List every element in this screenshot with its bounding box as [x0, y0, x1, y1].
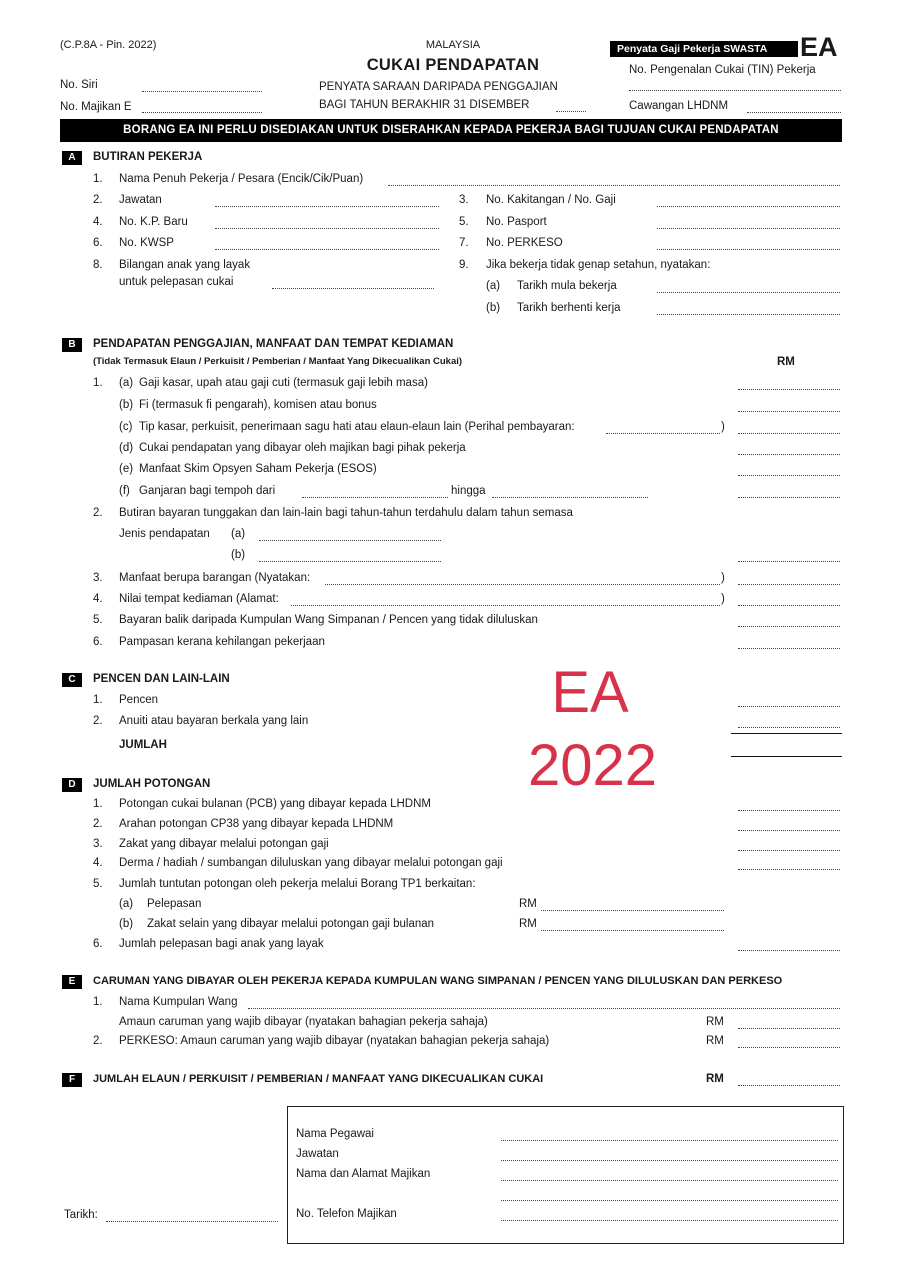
jawatan-pegawai-field[interactable] — [501, 1160, 838, 1161]
sub-label: (a) — [486, 280, 501, 292]
barangan-nyatakan-field[interactable] — [325, 584, 720, 585]
bilangan-anak-label-2: untuk pelepasan cukai — [119, 276, 234, 288]
no-kakitangan-label: No. Kakitangan / No. Gaji — [486, 194, 616, 206]
sub-label: (b) — [231, 549, 246, 561]
esos-label: Manfaat Skim Opsyen Saham Pekerja (ESOS) — [139, 463, 377, 475]
item-number: 6. — [93, 636, 103, 648]
item-number: 3. — [459, 194, 469, 206]
section-b-title: PENDAPATAN PENGGAJIAN, MANFAAT DAN TEMPAT KEDIAMAN — [93, 338, 454, 350]
item-number: 2. — [93, 194, 103, 206]
alamat-field[interactable] — [291, 605, 720, 606]
item-number: 8. — [93, 259, 103, 271]
no-kp-label: No. K.P. Baru — [119, 216, 188, 228]
ganjaran-hingga-field[interactable] — [492, 497, 648, 498]
zakat-lain-field[interactable] — [541, 930, 724, 931]
nama-kumpulan-wang-field[interactable] — [248, 1008, 840, 1009]
section-c-marker: C — [62, 673, 82, 687]
jawatan-field[interactable] — [215, 206, 439, 207]
sub-label: (b) — [119, 918, 134, 930]
fi-field[interactable] — [738, 411, 840, 412]
pcb-label: Potongan cukai bulanan (PCB) yang dibayar kepada LHDNM — [119, 798, 431, 810]
rm-label: RM — [706, 1073, 724, 1085]
alamat-majikan-field-2[interactable] — [501, 1200, 838, 1201]
rm-label: RM — [519, 918, 537, 930]
pencen-label: Pencen — [119, 694, 159, 706]
zakat-field[interactable] — [738, 850, 840, 851]
item-number: 5. — [93, 878, 103, 890]
no-majikan-field[interactable] — [142, 112, 262, 113]
bayaran-balik-field[interactable] — [738, 626, 840, 627]
section-a-title: BUTIRAN PEKERJA — [93, 151, 203, 163]
item-number: 7. — [459, 237, 469, 249]
no-majikan-label: No. Majikan E — [60, 101, 132, 113]
pelepasan-anak-label: Jumlah pelepasan bagi anak yang layak — [119, 938, 324, 950]
hingga-label: hingga — [451, 485, 486, 497]
section-e-marker: E — [62, 975, 82, 989]
item-number: 6. — [93, 237, 103, 249]
amaun-caruman-field[interactable] — [738, 1028, 840, 1029]
ea-form-code: EA — [800, 32, 838, 62]
jenis-pendapatan-a-field[interactable] — [259, 540, 441, 541]
no-siri-field[interactable] — [142, 91, 262, 92]
pelepasan-anak-field[interactable] — [738, 950, 840, 951]
tunggakan-field[interactable] — [738, 561, 840, 562]
rm-label: RM — [519, 898, 537, 910]
tidak-genap-label: Jika bekerja tidak genap setahun, nyatakan: — [486, 259, 711, 271]
nama-penuh-field[interactable] — [388, 185, 840, 186]
section-d-title: JUMLAH POTONGAN — [93, 778, 211, 790]
no-siri-label: No. Siri — [60, 79, 98, 91]
item-number: 4. — [93, 216, 103, 228]
gaji-kasar-label: Gaji kasar, upah atau gaji cuti (termasuk gaji lebih masa) — [139, 377, 428, 389]
no-kwsp-label: No. KWSP — [119, 237, 174, 249]
year-field[interactable] — [556, 111, 586, 112]
pcb-field[interactable] — [738, 810, 840, 811]
form-code: (C.P.8A - Pin. 2022) — [60, 39, 157, 51]
nama-alamat-majikan-field[interactable] — [501, 1180, 838, 1181]
item-number: 3. — [93, 838, 103, 850]
tarikh-berhenti-field[interactable] — [657, 314, 840, 315]
ganjaran-dari-field[interactable] — [302, 497, 448, 498]
telefon-majikan-label: No. Telefon Majikan — [296, 1208, 397, 1220]
item-number: 1. — [93, 694, 103, 706]
tin-field[interactable] — [629, 90, 841, 91]
rm-column-header: RM — [777, 356, 795, 368]
jenis-pendapatan-label: Jenis pendapatan — [119, 528, 210, 540]
sub-label: (c) — [119, 421, 133, 433]
jawatan-pegawai-label: Jawatan — [296, 1148, 339, 1160]
nama-alamat-majikan-label: Nama dan Alamat Majikan — [296, 1168, 431, 1180]
section-f-marker: F — [62, 1073, 82, 1087]
anuiti-label: Anuiti atau bayaran berkala yang lain — [119, 715, 309, 727]
section-b-note: (Tidak Termasuk Elaun / Perkuisit / Pemberian / Manfaat Yang Dikecualikan Cukai) — [93, 356, 463, 367]
tarikh-mula-label: Tarikh mula bekerja — [517, 280, 617, 292]
perkeso-caruman-label: PERKESO: Amaun caruman yang wajib dibayar (nyatakan bahagian pekerja sahaja) — [119, 1035, 550, 1047]
jumlah-field[interactable] — [731, 756, 842, 757]
item-number: 4. — [93, 857, 103, 869]
section-d-marker: D — [62, 778, 82, 792]
page-title: CUKAI PENDAPATAN — [366, 56, 540, 74]
esos-field[interactable] — [738, 475, 840, 476]
no-kakitangan-field[interactable] — [657, 206, 840, 207]
item-number: 5. — [459, 216, 469, 228]
instruction-banner: BORANG EA INI PERLU DISEDIAKAN UNTUK DISERAHKAN KEPADA PEKERJA BAGI TUJUAN CUKAI PENDAPATAN — [60, 119, 842, 142]
section-b-marker: B — [62, 338, 82, 352]
section-f-title: JUMLAH ELAUN / PERKUISIT / PEMBERIAN / MANFAAT YANG DIKECUALIKAN CUKAI — [93, 1073, 544, 1085]
rm-label: RM — [706, 1035, 724, 1047]
sub-label: (b) — [486, 302, 501, 314]
manfaat-barangan-label: Manfaat berupa barangan (Nyatakan: — [119, 572, 311, 584]
cp38-label: Arahan potongan CP38 yang dibayar kepada LHDNM — [119, 818, 394, 830]
cukai-majikan-field[interactable] — [738, 454, 840, 455]
manfaat-barangan-field[interactable] — [738, 584, 840, 585]
bilangan-anak-label: Bilangan anak yang layak — [119, 259, 251, 271]
ganjaran-label: Ganjaran bagi tempoh dari — [139, 485, 276, 497]
close-paren: ) — [721, 572, 725, 584]
tip-kasar-field[interactable] — [738, 433, 840, 434]
no-perkeso-label: No. PERKESO — [486, 237, 563, 249]
nama-kumpulan-wang-label: Nama Kumpulan Wang — [119, 996, 238, 1008]
rm-label: RM — [706, 1016, 724, 1028]
zakat-label: Zakat yang dibayar melalui potongan gaji — [119, 838, 329, 850]
anuiti-field[interactable] — [738, 727, 840, 728]
jenis-pendapatan-b-field[interactable] — [259, 561, 441, 562]
no-perkeso-field[interactable] — [657, 249, 840, 250]
cawangan-label: Cawangan LHDNM — [629, 100, 729, 112]
item-number: 2. — [93, 818, 103, 830]
section-c-title: PENCEN DAN LAIN-LAIN — [93, 673, 230, 685]
section-e-title: CARUMAN YANG DIBAYAR OLEH PEKERJA KEPADA KUMPULAN WANG SIMPANAN / PENCEN YANG DILULUSKAN DAN PERKESO — [93, 975, 783, 987]
tip-kasar-label: Tip kasar, perkuisit, penerimaan sagu hati atau elaun-elaun lain (Perihal pembayaran: — [139, 421, 575, 433]
nama-pegawai-field[interactable] — [501, 1140, 838, 1141]
ganjaran-field[interactable] — [738, 497, 840, 498]
swasta-badge: Penyata Gaji Pekerja SWASTA — [610, 41, 798, 57]
item-number: 2. — [93, 1035, 103, 1047]
close-paren: ) — [721, 593, 725, 605]
jumlah-label: JUMLAH — [119, 739, 167, 751]
pampasan-label: Pampasan kerana kehilangan pekerjaan — [119, 636, 325, 648]
no-kp-field[interactable] — [215, 228, 439, 229]
item-number: 1. — [93, 377, 103, 389]
tarikh-berhenti-label: Tarikh berhenti kerja — [517, 302, 621, 314]
tarikh-field[interactable] — [106, 1221, 278, 1222]
tempat-kediaman-label: Nilai tempat kediaman (Alamat: — [119, 593, 279, 605]
subtitle-line2: BAGI TAHUN BERAKHIR 31 DISEMBER — [319, 99, 530, 111]
bayaran-balik-label: Bayaran balik daripada Kumpulan Wang Simpanan / Pencen yang tidak diluluskan — [119, 614, 538, 626]
gaji-kasar-field[interactable] — [738, 389, 840, 390]
elaun-dikecualikan-field[interactable] — [738, 1085, 840, 1086]
tempat-kediaman-field[interactable] — [738, 605, 840, 606]
derma-field[interactable] — [738, 869, 840, 870]
item-number: 5. — [93, 614, 103, 626]
nama-penuh-label: Nama Penuh Pekerja / Pesara (Encik/Cik/Puan) — [119, 173, 364, 185]
country-label: MALAYSIA — [425, 39, 481, 51]
item-number: 1. — [93, 173, 103, 185]
perihal-pembayaran-field[interactable] — [606, 433, 720, 434]
item-number: 2. — [93, 507, 103, 519]
item-number: 1. — [93, 798, 103, 810]
sub-label: (b) — [119, 399, 134, 411]
sub-label: (e) — [119, 463, 134, 475]
stamp-ea: EA — [551, 660, 629, 725]
pampasan-field[interactable] — [738, 648, 840, 649]
subtitle-line1: PENYATA SARAAN DARIPADA PENGGAJIAN — [319, 81, 558, 93]
pelepasan-field[interactable] — [541, 910, 724, 911]
tunggakan-label: Butiran bayaran tunggakan dan lain-lain bagi tahun-tahun terdahulu dalam tahun semasa — [119, 507, 573, 519]
no-pasport-field[interactable] — [657, 228, 840, 229]
pelepasan-label: Pelepasan — [147, 898, 202, 910]
fi-label: Fi (termasuk fi pengarah), komisen atau bonus — [139, 399, 377, 411]
nama-pegawai-label: Nama Pegawai — [296, 1128, 374, 1140]
item-number: 6. — [93, 938, 103, 950]
tarikh-mula-field[interactable] — [657, 292, 840, 293]
no-pasport-label: No. Pasport — [486, 216, 547, 228]
cp38-field[interactable] — [738, 830, 840, 831]
jawatan-label: Jawatan — [119, 194, 162, 206]
perkeso-caruman-field[interactable] — [738, 1047, 840, 1048]
close-paren: ) — [721, 421, 725, 433]
pencen-field[interactable] — [738, 706, 840, 707]
telefon-majikan-field[interactable] — [501, 1220, 838, 1221]
item-number: 3. — [93, 572, 103, 584]
tin-label: No. Pengenalan Cukai (TIN) Pekerja — [629, 64, 816, 76]
sum-rule — [731, 733, 842, 734]
sub-label: (a) — [119, 898, 134, 910]
no-kwsp-field[interactable] — [215, 249, 439, 250]
item-number: 2. — [93, 715, 103, 727]
bilangan-anak-field[interactable] — [272, 288, 434, 289]
sub-label: (a) — [119, 377, 134, 389]
item-number: 1. — [93, 996, 103, 1008]
section-a-marker: A — [62, 151, 82, 165]
sub-label: (a) — [231, 528, 246, 540]
sub-label: (d) — [119, 442, 134, 454]
sub-label: (f) — [119, 485, 130, 497]
amaun-caruman-label: Amaun caruman yang wajib dibayar (nyatakan bahagian pekerja sahaja) — [119, 1016, 488, 1028]
cawangan-field[interactable] — [747, 112, 841, 113]
item-number: 4. — [93, 593, 103, 605]
stamp-year: 2022 — [527, 733, 658, 798]
cukai-majikan-label: Cukai pendapatan yang dibayar oleh majikan bagi pihak pekerja — [139, 442, 466, 454]
item-number: 9. — [459, 259, 469, 271]
tarikh-label: Tarikh: — [64, 1209, 98, 1221]
derma-label: Derma / hadiah / sumbangan diluluskan yang dibayar melalui potongan gaji — [119, 857, 503, 869]
zakat-lain-label: Zakat selain yang dibayar melalui potongan gaji bulanan — [147, 918, 435, 930]
tp1-label: Jumlah tuntutan potongan oleh pekerja melalui Borang TP1 berkaitan: — [119, 878, 476, 890]
